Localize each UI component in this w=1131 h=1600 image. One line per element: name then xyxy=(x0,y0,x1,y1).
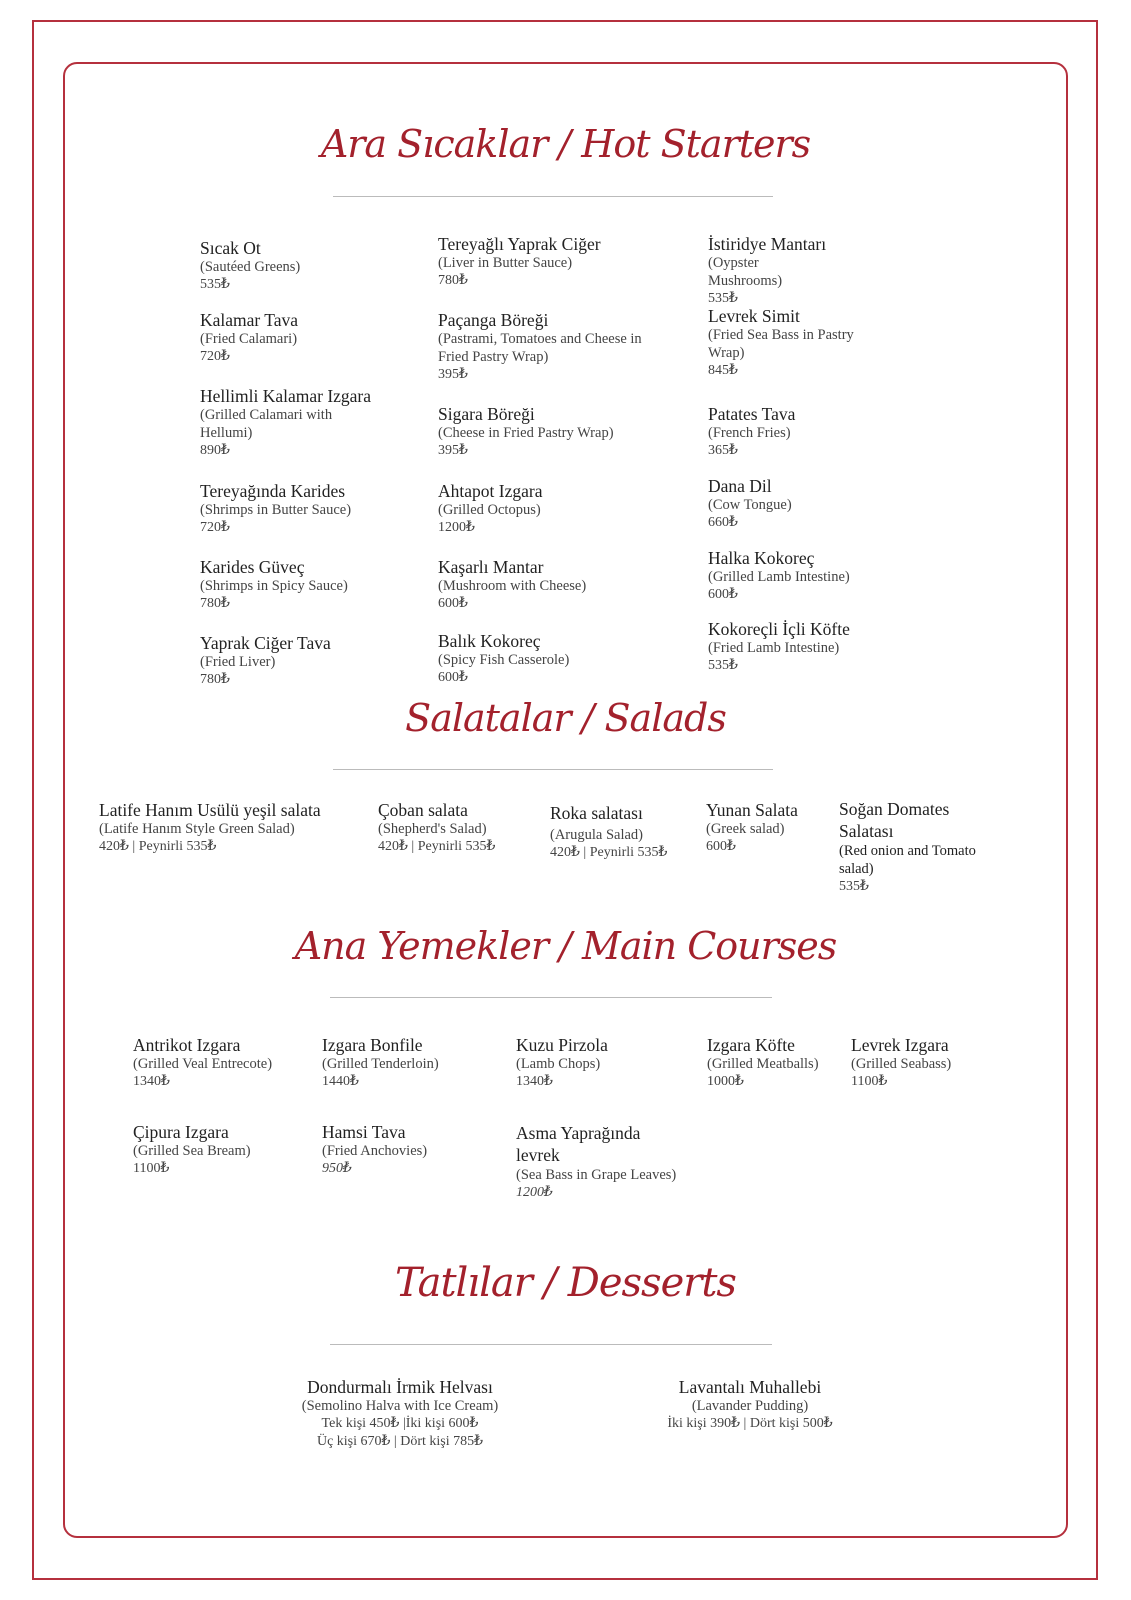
item-desc: (Fried Liver) xyxy=(200,654,276,670)
item-price: 780₺ xyxy=(200,596,230,611)
menu-item xyxy=(200,238,420,294)
item-price: 600₺ xyxy=(708,587,738,602)
item-desc: (Grilled Tenderloin) xyxy=(322,1056,439,1072)
item-desc: (Shrimps in Spicy Sauce) xyxy=(200,578,348,594)
item-name: Patates Tava xyxy=(708,404,796,424)
item-price: 890₺ xyxy=(200,443,230,458)
item-name: Kuzu Pirzola xyxy=(516,1035,608,1055)
menu-item xyxy=(707,1035,847,1091)
menu-item xyxy=(438,481,678,537)
item-name: Lavantalı Muhallebi xyxy=(678,1377,822,1397)
item-name: Asma Yaprağında levrek xyxy=(516,1123,641,1165)
item-price: 420₺ | Peynirli 535₺ xyxy=(378,839,496,854)
item-price: 845₺ xyxy=(708,363,738,378)
menu-item xyxy=(133,1122,308,1178)
item-desc: (Fried Anchovies) xyxy=(322,1143,428,1159)
item-desc: (Grilled Sea Bream) xyxy=(133,1143,251,1159)
item-desc: (Arugula Salad) xyxy=(550,827,644,843)
item-desc: (Grilled Seabass) xyxy=(851,1056,952,1072)
menu-item xyxy=(708,306,873,380)
item-price: 535₺ xyxy=(708,291,738,306)
menu-item xyxy=(200,310,420,366)
item-name: Kaşarlı Mantar xyxy=(438,557,544,577)
item-price: 1440₺ xyxy=(322,1074,359,1089)
item-name: Paçanga Böreği xyxy=(438,310,549,330)
item-price: 1200₺ xyxy=(516,1185,553,1200)
item-name: Sıcak Ot xyxy=(200,238,261,258)
menu-item xyxy=(640,1377,860,1433)
menu-item xyxy=(708,548,908,604)
item-price: 420₺ | Peynirli 535₺ xyxy=(99,839,217,854)
item-price: 1100₺ xyxy=(851,1074,888,1089)
item-desc: (Sautéed Greens) xyxy=(200,259,301,275)
item-desc: (Cheese in Fried Pastry Wrap) xyxy=(438,425,614,441)
menu-item xyxy=(200,481,420,537)
item-desc: (Sea Bass in Grape Leaves) xyxy=(516,1167,677,1183)
item-price: 600₺ xyxy=(438,596,468,611)
item-desc: (Fried Calamari) xyxy=(200,331,298,347)
item-name: İstiridye Mantarı xyxy=(708,234,827,254)
menu-item xyxy=(550,803,700,862)
menu-item xyxy=(706,800,826,856)
item-price: 720₺ xyxy=(200,520,230,535)
item-price: 720₺ xyxy=(200,349,230,364)
item-name: Hamsi Tava xyxy=(322,1122,406,1142)
item-desc: (Fried Sea Bass in Pastry Wrap) xyxy=(708,327,854,361)
item-name: Kalamar Tava xyxy=(200,310,299,330)
item-price: İki kişi 390₺ | Dört kişi 500₺ xyxy=(667,1416,833,1431)
menu-item xyxy=(438,631,678,687)
item-desc: (Mushroom with Cheese) xyxy=(438,578,587,594)
item-price: 365₺ xyxy=(708,443,738,458)
item-price: 660₺ xyxy=(708,515,738,530)
item-price: Üç kişi 670₺ | Dört kişi 785₺ xyxy=(316,1434,484,1449)
item-price: 1100₺ xyxy=(133,1161,170,1176)
item-name: Kokoreçli İçli Köfte xyxy=(708,619,850,639)
item-price: 535₺ xyxy=(839,879,869,894)
item-price: 780₺ xyxy=(438,273,468,288)
item-name: Antrikot Izgara xyxy=(133,1035,241,1055)
item-price: 535₺ xyxy=(708,658,738,673)
item-price: 600₺ xyxy=(706,839,736,854)
item-name: Tereyağında Karides xyxy=(200,481,346,501)
item-name: Izgara Köfte xyxy=(707,1035,795,1055)
item-price: 950₺ xyxy=(322,1161,352,1176)
item-name: Çipura Izgara xyxy=(133,1122,229,1142)
menu-item xyxy=(708,234,858,308)
item-desc: (Grilled Calamari with Hellumi) xyxy=(200,407,333,441)
item-desc: (Spicy Fish Casserole) xyxy=(438,652,570,668)
item-name: Levrek Simit xyxy=(708,306,800,326)
item-desc: (Latife Hanım Style Green Salad) xyxy=(99,821,295,837)
menu-item xyxy=(200,633,420,689)
item-price: 600₺ xyxy=(438,670,468,685)
menu-item xyxy=(200,386,370,460)
item-desc: (Oypster Mushrooms) xyxy=(708,255,783,289)
item-name: Soğan Domates Salatası xyxy=(839,799,950,841)
item-price: 1200₺ xyxy=(438,520,475,535)
hot-starters-divider xyxy=(333,196,773,197)
desserts-title: Tatlılar / Desserts xyxy=(395,1260,736,1306)
menu-item xyxy=(133,1035,308,1091)
item-name: Sigara Böreği xyxy=(438,404,535,424)
item-name: Roka salatası xyxy=(550,803,643,823)
item-price: 1340₺ xyxy=(516,1074,553,1089)
item-price: 395₺ xyxy=(438,443,468,458)
menu-item xyxy=(322,1122,492,1178)
item-name: Tereyağlı Yaprak Ciğer xyxy=(438,234,601,254)
item-desc: (French Fries) xyxy=(708,425,791,441)
item-desc: (Lamb Chops) xyxy=(516,1056,601,1072)
item-price: 535₺ xyxy=(200,277,230,292)
item-name: Dana Dil xyxy=(708,476,772,496)
menu-item xyxy=(708,404,908,460)
item-desc: (Grilled Veal Entrecote) xyxy=(133,1056,273,1072)
item-desc: (Cow Tongue) xyxy=(708,497,792,513)
item-price: 780₺ xyxy=(200,672,230,687)
item-name: Ahtapot Izgara xyxy=(438,481,543,501)
item-name: Balık Kokoreç xyxy=(438,631,541,651)
item-name: Izgara Bonfile xyxy=(322,1035,423,1055)
item-price: 1000₺ xyxy=(707,1074,744,1089)
item-desc: (Pastrami, Tomatoes and Cheese in Fried Pastry Wrap) xyxy=(438,331,642,365)
item-name: Hellimli Kalamar Izgara xyxy=(200,386,372,406)
menu-item xyxy=(438,310,653,384)
item-name: Yunan Salata xyxy=(706,800,798,820)
main-courses-divider xyxy=(330,997,772,998)
salads-title: Salatalar / Salads xyxy=(405,696,726,740)
item-price: 420₺ | Peynirli 535₺ xyxy=(550,845,668,860)
salads-divider xyxy=(333,769,773,770)
item-desc: (Lavander Pudding) xyxy=(691,1398,809,1414)
item-desc: (Greek salad) xyxy=(706,821,785,837)
item-desc: (Liver in Butter Sauce) xyxy=(438,255,573,271)
main-courses-title: Ana Yemekler / Main Courses xyxy=(294,924,837,968)
menu-item xyxy=(516,1035,686,1091)
item-name: Yaprak Ciğer Tava xyxy=(200,633,331,653)
menu-item xyxy=(280,1377,520,1451)
item-desc: (Grilled Meatballs) xyxy=(707,1056,819,1072)
menu-item xyxy=(516,1122,677,1202)
hot-starters-title: Ara Sıcaklar / Hot Starters xyxy=(320,122,811,166)
item-name: Karides Güveç xyxy=(200,557,305,577)
menu-item xyxy=(438,404,678,460)
desserts-divider xyxy=(330,1344,772,1345)
menu-item xyxy=(438,234,678,290)
item-name: Dondurmalı İrmik Helvası xyxy=(307,1377,493,1397)
item-desc: (Fried Lamb Intestine) xyxy=(708,640,840,656)
menu-item xyxy=(99,800,359,856)
item-desc: (Shepherd's Salad) xyxy=(378,821,487,837)
item-price: 1340₺ xyxy=(133,1074,170,1089)
item-desc: (Grilled Octopus) xyxy=(438,502,541,518)
menu-item xyxy=(851,1035,981,1091)
menu-item xyxy=(200,557,420,613)
menu-item xyxy=(708,476,908,532)
menu-item xyxy=(438,557,678,613)
item-desc: (Red onion and Tomato salad) xyxy=(839,843,976,877)
item-name: Çoban salata xyxy=(378,800,468,820)
item-price: 395₺ xyxy=(438,367,468,382)
item-name: Latife Hanım Usülü yeşil salata xyxy=(99,800,321,820)
menu-item xyxy=(378,800,528,856)
item-desc: (Semolino Halva with Ice Cream) xyxy=(301,1398,499,1414)
menu-item xyxy=(839,798,979,896)
item-desc: (Grilled Lamb Intestine) xyxy=(708,569,850,585)
item-name: Levrek Izgara xyxy=(851,1035,949,1055)
item-name: Halka Kokoreç xyxy=(708,548,815,568)
menu-item xyxy=(322,1035,492,1091)
item-price: Tek kişi 450₺ |İki kişi 600₺ xyxy=(321,1416,479,1431)
menu-item xyxy=(708,619,908,675)
item-desc: (Shrimps in Butter Sauce) xyxy=(200,502,352,518)
